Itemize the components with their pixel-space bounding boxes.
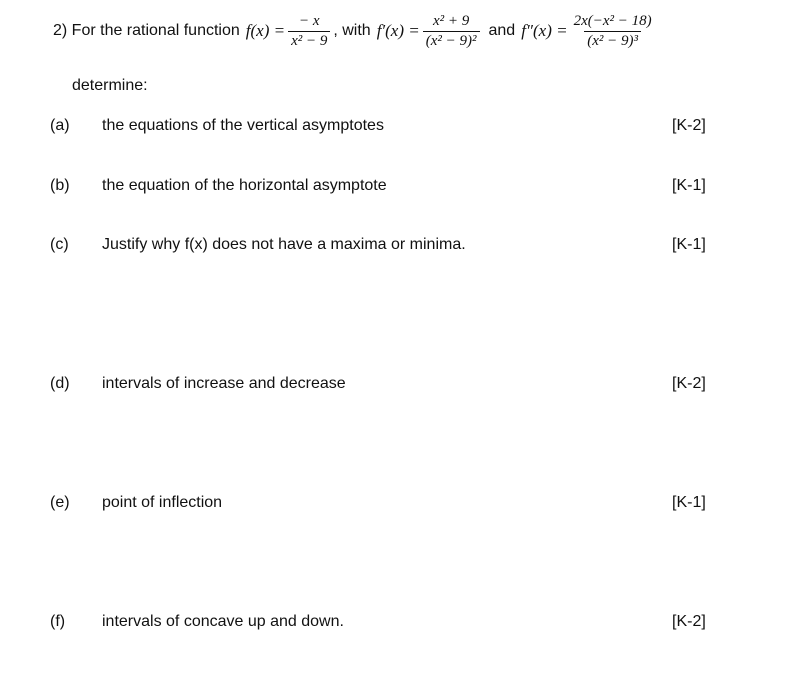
item-text: intervals of increase and decrease	[102, 375, 346, 392]
item-marks: [K-2]	[672, 613, 706, 630]
item-text: the equations of the vertical asymptotes	[102, 117, 384, 134]
f-label: f(x) =	[245, 21, 286, 40]
fprime-label: f′(x) =	[376, 21, 420, 40]
fprime-denominator: (x² − 9)²	[423, 31, 480, 50]
item-marks: [K-2]	[672, 375, 706, 392]
item-text: intervals of concave up and down.	[102, 613, 344, 630]
item-label: (b)	[50, 177, 70, 194]
item-b	[50, 177, 730, 197]
fprime-fraction	[423, 13, 480, 49]
item-e	[50, 494, 730, 514]
question-header	[53, 6, 658, 56]
item-marks: [K-2]	[672, 117, 706, 134]
item-f	[50, 613, 730, 633]
item-text: Justify why f(x) does not have a maxima or minima.	[102, 236, 466, 253]
fdoubleprime-label: f″(x) =	[521, 21, 568, 40]
fdoubleprime-fraction	[571, 13, 655, 49]
item-label: (e)	[50, 494, 70, 511]
f-fraction	[288, 13, 330, 49]
item-label: (a)	[50, 117, 70, 134]
item-marks: [K-1]	[672, 236, 706, 253]
item-label: (c)	[50, 236, 69, 253]
item-marks: [K-1]	[672, 494, 706, 511]
item-label: (d)	[50, 375, 70, 392]
question-intro: 2) For the rational function	[53, 22, 240, 39]
item-label: (f)	[50, 613, 66, 630]
item-text: the equation of the horizontal asymptote	[102, 177, 387, 194]
and-text: and	[488, 22, 516, 39]
determine-text: determine:	[72, 77, 148, 94]
fprime-numerator: x² + 9	[432, 13, 470, 29]
f-denominator: x² − 9	[288, 31, 330, 50]
with-text: , with	[333, 22, 371, 39]
item-text: point of inflection	[102, 494, 223, 511]
item-marks: [K-1]	[672, 177, 706, 194]
f-numerator: − x	[298, 13, 320, 29]
fdoubleprime-numerator: 2x(−x² − 18)	[573, 13, 652, 29]
item-c	[50, 236, 730, 256]
item-d	[50, 375, 730, 395]
fdoubleprime-denominator: (x² − 9)³	[584, 31, 641, 50]
item-a	[50, 117, 730, 137]
